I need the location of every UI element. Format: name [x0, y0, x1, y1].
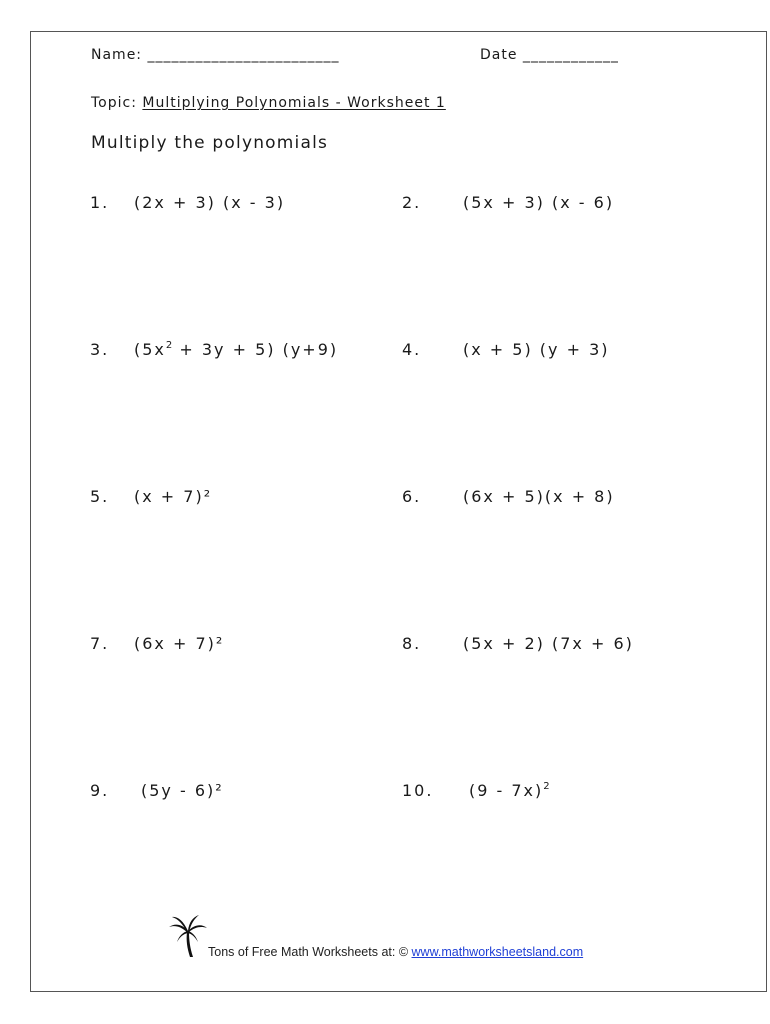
- footer-text: Tons of Free Math Worksheets at: ©: [208, 945, 412, 959]
- palm-tree-icon: [168, 914, 208, 958]
- problem-number: 1.: [90, 193, 110, 212]
- name-field-label: Name: ________________________: [91, 47, 340, 63]
- problem-expression: $(5x^2 + 3y + 5)$ (y+9): [134, 340, 339, 359]
- problem-expression: (6x + 5)(x + 8): [463, 487, 615, 506]
- date-field-label: Date ____________: [480, 47, 619, 63]
- problem-expression: (6x + 7)²: [134, 634, 225, 653]
- footer-credit: [208, 945, 583, 959]
- problem-number: 5.: [90, 487, 110, 506]
- footer-link[interactable]: www.mathworksheetsland.com: [411, 945, 584, 959]
- problem-number: 3.: [90, 340, 110, 359]
- problem-number: 4.: [402, 340, 422, 359]
- topic-line: [91, 95, 446, 111]
- topic-value: Multiplying Polynomials - Worksheet 1: [142, 95, 446, 111]
- problem-expression: (5x + 3) (x - 6): [463, 193, 615, 212]
- topic-label: Topic:: [91, 95, 137, 111]
- problem-number: 9.: [90, 781, 110, 800]
- problem-number: 10.: [402, 781, 434, 800]
- problem-expression: (9 - 7x)$^2$: [469, 781, 550, 800]
- problem-number: 2.: [402, 193, 422, 212]
- problem-expression: (5y - 6)²: [141, 781, 224, 800]
- problem-expression: (x + 5) (y + 3): [463, 340, 610, 359]
- problem-expression: (5x + 2) (7x + 6): [463, 634, 634, 653]
- problem-number: 8.: [402, 634, 422, 653]
- problem-expression: (x + 7)²: [134, 487, 213, 506]
- worksheet-border: [30, 31, 767, 992]
- problem-number: 7.: [90, 634, 110, 653]
- instructions: Multiply the polynomials: [91, 133, 329, 153]
- problem-expression: (2x + 3) (x - 3): [134, 193, 286, 212]
- problem-number: 6.: [402, 487, 422, 506]
